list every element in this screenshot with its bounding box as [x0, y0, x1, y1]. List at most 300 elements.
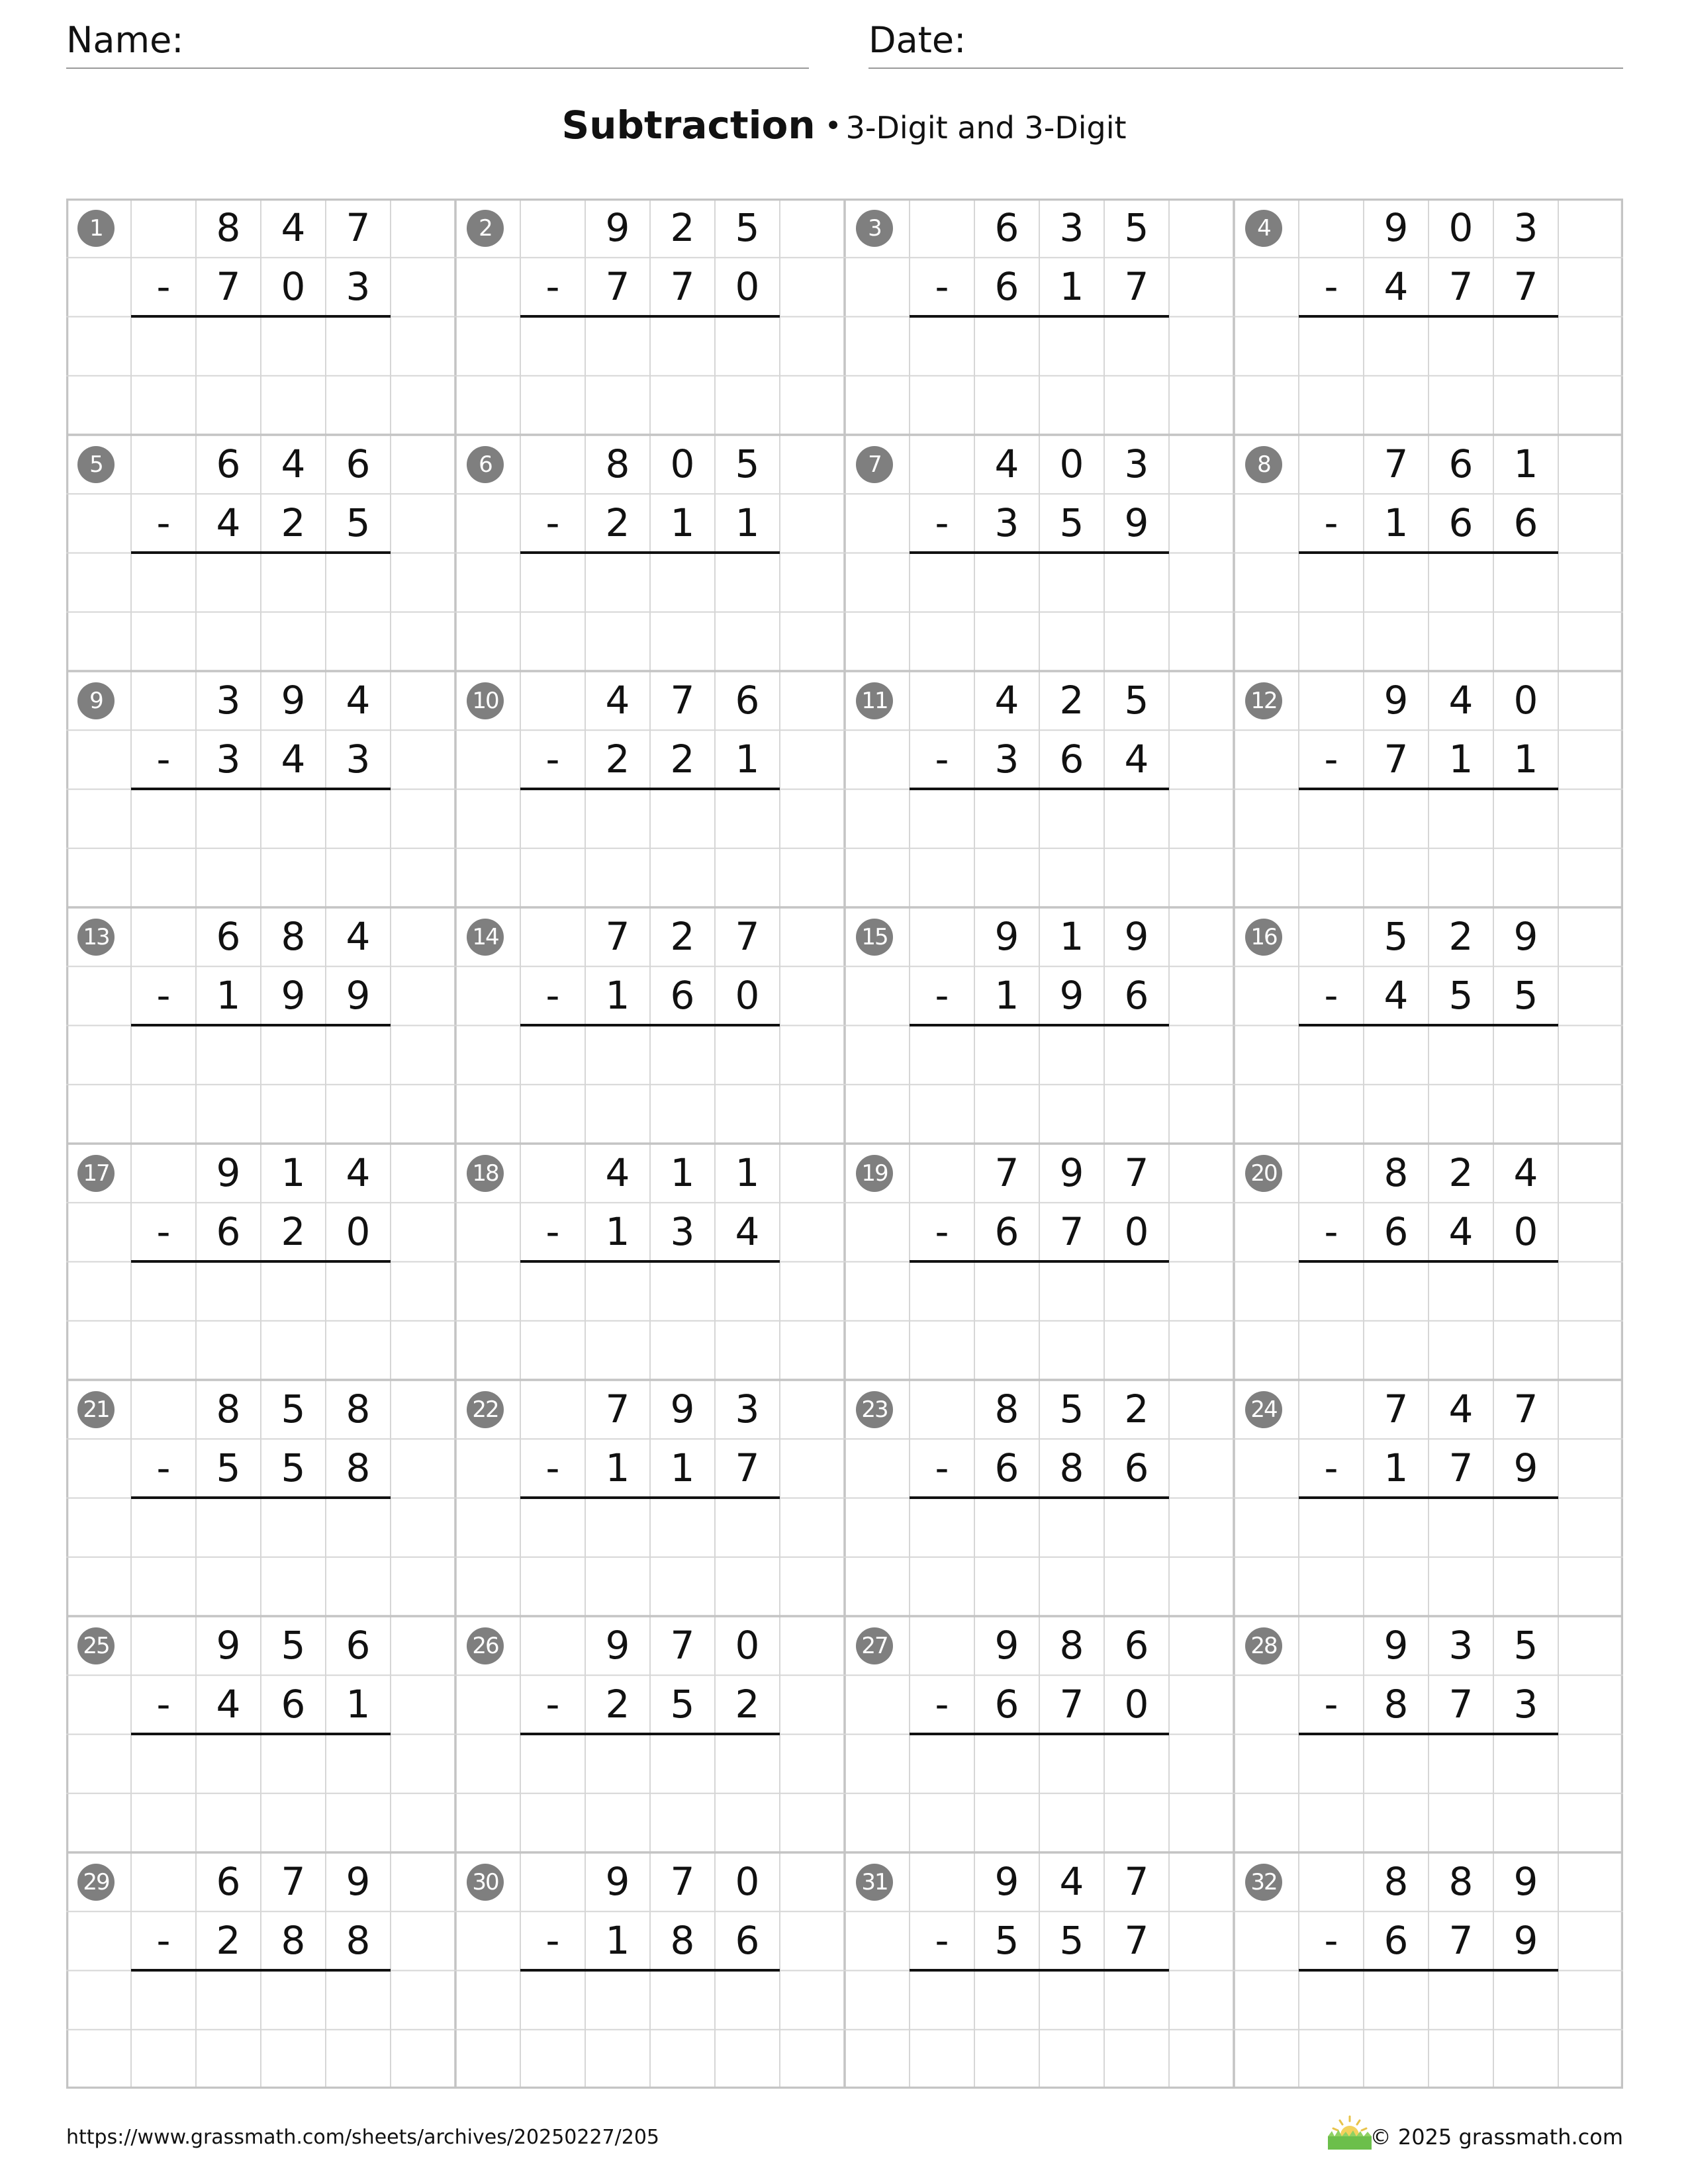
answer-area[interactable] [520, 1263, 780, 1379]
minuend-digit: 0 [670, 441, 695, 486]
problem-number-badge: 6 [467, 446, 504, 483]
answer-area[interactable] [520, 1026, 780, 1143]
subtrahend-digit: 1 [670, 1445, 695, 1491]
minus-sign: - [935, 500, 949, 546]
subtrahend-digit: 1 [605, 1209, 630, 1255]
subtrahend-digit: 7 [1124, 1918, 1149, 1964]
subtrahend-digit: 1 [994, 973, 1019, 1019]
answer-area[interactable] [131, 790, 391, 907]
minuend-digit: 9 [994, 1859, 1019, 1904]
subtrahend-digit: 0 [281, 264, 306, 310]
minuend-digit: 8 [1383, 1859, 1409, 1904]
problem-number-badge: 22 [467, 1391, 504, 1428]
minuend-digit: 9 [1383, 678, 1409, 723]
minus-sign: - [935, 1445, 949, 1491]
minuend-digit: 3 [1059, 205, 1084, 250]
date-label: Date: [868, 19, 966, 61]
problem [845, 199, 1234, 435]
subtrahend-digit: 5 [346, 500, 371, 546]
minuend-digit: 5 [281, 1623, 306, 1668]
subtrahend-digit: 5 [1448, 973, 1474, 1019]
minuend-digit: 4 [281, 205, 306, 250]
minuend-digit: 6 [735, 678, 760, 723]
minuend-digit: 4 [281, 441, 306, 486]
subtrahend-digit: 6 [735, 1918, 760, 1964]
minus-sign: - [1324, 1445, 1338, 1491]
subtrahend-digit: 1 [605, 973, 630, 1019]
minus-sign: - [935, 1682, 949, 1727]
problem [455, 1852, 845, 2089]
minus-sign: - [1324, 1682, 1338, 1727]
minus-sign: - [156, 1682, 171, 1727]
subtrahend-digit: 5 [670, 1682, 695, 1727]
minus-sign: - [545, 1445, 560, 1491]
minuend-digit: 6 [346, 1623, 371, 1668]
minuend-digit: 5 [1059, 1387, 1084, 1432]
minuend-digit: 4 [1513, 1150, 1538, 1195]
minuend-digit: 4 [1059, 1859, 1084, 1904]
subtrahend-digit: 8 [346, 1445, 371, 1491]
problem-number-badge: 19 [856, 1155, 893, 1192]
subtrahend-digit: 5 [1513, 973, 1538, 1019]
subtrahend-digit: 4 [735, 1209, 760, 1255]
subtrahend-digit: 6 [994, 1445, 1019, 1491]
subtrahend-digit: 6 [1059, 737, 1084, 782]
problem-number-badge: 23 [856, 1391, 893, 1428]
problem [66, 1616, 455, 1852]
minuend-digit: 9 [1383, 1623, 1409, 1668]
problem-number-badge: 2 [467, 210, 504, 247]
answer-area[interactable] [520, 1972, 780, 2088]
minuend-digit: 9 [1059, 1150, 1084, 1195]
problem-number-badge: 9 [77, 682, 115, 719]
subtrahend-digit: 4 [216, 500, 241, 546]
answer-area[interactable] [1299, 790, 1558, 907]
minuend-digit: 2 [1124, 1387, 1149, 1432]
subtrahend-digit: 2 [735, 1682, 760, 1727]
minus-sign: - [545, 1682, 560, 1727]
problem [455, 671, 845, 907]
problem [455, 1380, 845, 1616]
problem-number-badge: 30 [467, 1864, 504, 1901]
problem [845, 435, 1234, 671]
minuend-digit: 8 [346, 1387, 371, 1432]
minuend-digit: 9 [216, 1623, 241, 1668]
minuend-digit: 6 [216, 1859, 241, 1904]
answer-area[interactable] [131, 1499, 391, 1615]
minuend-digit: 9 [1383, 205, 1409, 250]
subtrahend-digit: 0 [735, 973, 760, 1019]
answer-area[interactable] [910, 318, 1169, 434]
subtrahend-digit: 8 [346, 1918, 371, 1964]
subtrahend-digit: 4 [281, 737, 306, 782]
answer-area[interactable] [910, 1026, 1169, 1143]
problem-number-badge: 25 [77, 1627, 115, 1664]
minuend-digit: 8 [216, 1387, 241, 1432]
subtrahend-digit: 9 [281, 973, 306, 1019]
subtrahend-digit: 4 [1124, 737, 1149, 782]
subtrahend-digit: 8 [281, 1918, 306, 1964]
minuend-digit: 9 [216, 1150, 241, 1195]
subtrahend-digit: 6 [994, 1209, 1019, 1255]
subtrahend-digit: 6 [994, 1682, 1019, 1727]
problems-grid [66, 199, 1623, 2089]
problem [1234, 1144, 1623, 1380]
minuend-digit: 9 [1513, 914, 1538, 959]
subtrahend-digit: 9 [346, 973, 371, 1019]
subtrahend-digit: 5 [281, 1445, 306, 1491]
subtrahend-digit: 1 [346, 1682, 371, 1727]
subtrahend-digit: 2 [605, 500, 630, 546]
problem-number-badge: 26 [467, 1627, 504, 1664]
minuend-digit: 3 [1124, 441, 1149, 486]
answer-area[interactable] [1299, 1499, 1558, 1615]
problem-number-badge: 10 [467, 682, 504, 719]
answer-area[interactable] [1299, 1026, 1558, 1143]
minuend-digit: 6 [1448, 441, 1474, 486]
subtrahend-digit: 6 [216, 1209, 241, 1255]
minuend-digit: 6 [1124, 1623, 1149, 1668]
problem-number-badge: 27 [856, 1627, 893, 1664]
subtrahend-digit: 7 [1448, 264, 1474, 310]
minuend-digit: 2 [670, 205, 695, 250]
minuend-digit: 7 [670, 1623, 695, 1668]
subtrahend-digit: 4 [1383, 264, 1409, 310]
minus-sign: - [545, 1209, 560, 1255]
subtrahend-digit: 1 [1513, 737, 1538, 782]
minuend-digit: 8 [605, 441, 630, 486]
subtrahend-digit: 7 [216, 264, 241, 310]
subtrahend-digit: 1 [216, 973, 241, 1019]
problem [66, 199, 455, 435]
subtrahend-digit: 1 [605, 1918, 630, 1964]
minus-sign: - [156, 1918, 171, 1964]
subtrahend-digit: 3 [670, 1209, 695, 1255]
subtrahend-digit: 0 [1513, 1209, 1538, 1255]
minuend-digit: 9 [994, 914, 1019, 959]
minuend-digit: 0 [735, 1859, 760, 1904]
minuend-digit: 9 [605, 205, 630, 250]
minus-sign: - [935, 973, 949, 1019]
minuend-digit: 7 [1513, 1387, 1538, 1432]
minuend-digit: 4 [1448, 678, 1474, 723]
minuend-digit: 1 [670, 1150, 695, 1195]
problem-number-badge: 31 [856, 1864, 893, 1901]
answer-area[interactable] [520, 1499, 780, 1615]
minuend-digit: 3 [1513, 205, 1538, 250]
title-subtitle: 3-Digit and 3-Digit [845, 110, 1127, 146]
subtrahend-digit: 6 [994, 264, 1019, 310]
answer-area[interactable] [131, 1026, 391, 1143]
minuend-digit: 8 [994, 1387, 1019, 1432]
minuend-digit: 7 [1124, 1859, 1149, 1904]
problem-number-badge: 21 [77, 1391, 115, 1428]
problem [1234, 671, 1623, 907]
minus-sign: - [156, 264, 171, 310]
minuend-digit: 8 [216, 205, 241, 250]
subtrahend-digit: 1 [735, 500, 760, 546]
date-line[interactable] [868, 68, 1623, 69]
minuend-digit: 6 [346, 441, 371, 486]
answer-area[interactable] [520, 790, 780, 907]
subtrahend-digit: 9 [1513, 1445, 1538, 1491]
problem-number-badge: 29 [77, 1864, 115, 1901]
problem [845, 1852, 1234, 2089]
answer-area[interactable] [1299, 318, 1558, 434]
minuend-digit: 9 [346, 1859, 371, 1904]
problem [455, 1616, 845, 1852]
answer-area[interactable] [1299, 1972, 1558, 2088]
minus-sign: - [1324, 1209, 1338, 1255]
subtrahend-digit: 2 [605, 1682, 630, 1727]
subtrahend-digit: 3 [346, 264, 371, 310]
minus-sign: - [156, 973, 171, 1019]
problem-number-badge: 5 [77, 446, 115, 483]
minuend-digit: 7 [281, 1859, 306, 1904]
minus-sign: - [545, 500, 560, 546]
name-label: Name: [66, 19, 184, 61]
minuend-digit: 1 [735, 1150, 760, 1195]
minuend-digit: 3 [216, 678, 241, 723]
minuend-digit: 7 [605, 1387, 630, 1432]
minus-sign: - [935, 1918, 949, 1964]
subtrahend-digit: 1 [1448, 737, 1474, 782]
minuend-digit: 1 [281, 1150, 306, 1195]
subtrahend-digit: 3 [216, 737, 241, 782]
problem-number-badge: 12 [1245, 682, 1282, 719]
subtrahend-digit: 3 [346, 737, 371, 782]
subtrahend-digit: 7 [1124, 264, 1149, 310]
subtrahend-digit: 8 [670, 1918, 695, 1964]
subtrahend-digit: 7 [605, 264, 630, 310]
minus-sign: - [545, 737, 560, 782]
subtrahend-digit: 2 [281, 1209, 306, 1255]
answer-area[interactable] [520, 318, 780, 434]
problem [845, 1380, 1234, 1616]
subtrahend-digit: 1 [1383, 500, 1409, 546]
problem [66, 435, 455, 671]
subtrahend-digit: 1 [605, 1445, 630, 1491]
subtrahend-digit: 6 [1383, 1209, 1409, 1255]
subtrahend-digit: 0 [1124, 1682, 1149, 1727]
answer-area[interactable] [131, 318, 391, 434]
grass-sun-logo-icon [1325, 2114, 1374, 2151]
minus-sign: - [156, 1445, 171, 1491]
minuend-digit: 9 [994, 1623, 1019, 1668]
minuend-digit: 1 [1513, 441, 1538, 486]
minus-sign: - [1324, 500, 1338, 546]
minuend-digit: 4 [346, 1150, 371, 1195]
problem-number-badge: 17 [77, 1155, 115, 1192]
subtrahend-digit: 7 [1059, 1209, 1084, 1255]
subtrahend-digit: 6 [1513, 500, 1538, 546]
minuend-digit: 4 [994, 441, 1019, 486]
subtrahend-digit: 7 [1448, 1918, 1474, 1964]
problem [66, 1380, 455, 1616]
minuend-digit: 5 [1124, 205, 1149, 250]
subtrahend-digit: 1 [1059, 264, 1084, 310]
subtrahend-digit: 0 [346, 1209, 371, 1255]
answer-area[interactable] [910, 1499, 1169, 1615]
answer-area[interactable] [131, 1735, 391, 1852]
answer-area[interactable] [910, 790, 1169, 907]
answer-area[interactable] [910, 554, 1169, 670]
subtrahend-digit: 9 [1059, 973, 1084, 1019]
minuend-digit: 3 [735, 1387, 760, 1432]
minuend-digit: 9 [670, 1387, 695, 1432]
subtrahend-digit: 4 [1383, 973, 1409, 1019]
subtrahend-digit: 6 [1124, 1445, 1149, 1491]
minuend-digit: 9 [1513, 1859, 1538, 1904]
problem [1234, 907, 1623, 1144]
minuend-digit: 8 [1448, 1859, 1474, 1904]
minuend-digit: 7 [735, 914, 760, 959]
subtrahend-digit: 6 [1448, 500, 1474, 546]
subtrahend-digit: 7 [735, 1445, 760, 1491]
subtrahend-digit: 3 [1513, 1682, 1538, 1727]
problem [1234, 1380, 1623, 1616]
minuend-digit: 9 [1124, 914, 1149, 959]
minuend-digit: 5 [1513, 1623, 1538, 1668]
subtrahend-digit: 1 [735, 737, 760, 782]
minuend-digit: 3 [1448, 1623, 1474, 1668]
answer-area[interactable] [520, 1735, 780, 1852]
minus-sign: - [935, 264, 949, 310]
subtrahend-digit: 4 [1448, 1209, 1474, 1255]
minuend-digit: 2 [1448, 1150, 1474, 1195]
minuend-digit: 4 [1448, 1387, 1474, 1432]
subtrahend-digit: 5 [1059, 500, 1084, 546]
problem-number-badge: 8 [1245, 446, 1282, 483]
subtrahend-digit: 2 [216, 1918, 241, 1964]
minuend-digit: 7 [670, 1859, 695, 1904]
problem [455, 199, 845, 435]
subtrahend-digit: 5 [994, 1918, 1019, 1964]
problem-number-badge: 20 [1245, 1155, 1282, 1192]
subtrahend-digit: 9 [1513, 1918, 1538, 1964]
subtrahend-digit: 5 [1059, 1918, 1084, 1964]
minus-sign: - [156, 737, 171, 782]
worksheet-title [0, 103, 1688, 148]
minuend-digit: 5 [281, 1387, 306, 1432]
subtrahend-digit: 0 [735, 264, 760, 310]
answer-area[interactable] [1299, 1735, 1558, 1852]
answer-area[interactable] [910, 1263, 1169, 1379]
minuend-digit: 6 [994, 205, 1019, 250]
problem [1234, 435, 1623, 671]
problem [455, 435, 845, 671]
minuend-digit: 1 [1059, 914, 1084, 959]
minuend-digit: 4 [605, 678, 630, 723]
minus-sign: - [1324, 264, 1338, 310]
problem-number-badge: 1 [77, 210, 115, 247]
subtrahend-digit: 7 [1383, 737, 1409, 782]
minuend-digit: 4 [346, 914, 371, 959]
subtrahend-digit: 7 [670, 264, 695, 310]
answer-area[interactable] [520, 554, 780, 670]
subtrahend-digit: 1 [1383, 1445, 1409, 1491]
problem-number-badge: 16 [1245, 919, 1282, 956]
minus-sign: - [156, 500, 171, 546]
subtrahend-digit: 3 [994, 737, 1019, 782]
subtrahend-digit: 6 [1383, 1918, 1409, 1964]
minuend-digit: 6 [216, 914, 241, 959]
subtrahend-digit: 2 [281, 500, 306, 546]
answer-area[interactable] [910, 1735, 1169, 1852]
subtrahend-digit: 2 [605, 737, 630, 782]
minuend-digit: 9 [605, 1859, 630, 1904]
answer-area[interactable] [910, 1972, 1169, 2088]
answer-area[interactable] [131, 554, 391, 670]
minuend-digit: 5 [1124, 678, 1149, 723]
problem-number-badge: 13 [77, 919, 115, 956]
problem [845, 907, 1234, 1144]
problem [1234, 1616, 1623, 1852]
minuend-digit: 9 [281, 678, 306, 723]
subtrahend-digit: 0 [1124, 1209, 1149, 1255]
minuend-digit: 4 [605, 1150, 630, 1195]
minuend-digit: 4 [994, 678, 1019, 723]
problem-number-badge: 4 [1245, 210, 1282, 247]
minuend-digit: 7 [346, 205, 371, 250]
minus-sign: - [545, 1918, 560, 1964]
minuend-digit: 5 [1383, 914, 1409, 959]
minuend-digit: 7 [994, 1150, 1019, 1195]
problem [66, 1144, 455, 1380]
problem-number-badge: 24 [1245, 1391, 1282, 1428]
minuend-digit: 7 [1383, 441, 1409, 486]
problem [845, 671, 1234, 907]
minus-sign: - [545, 264, 560, 310]
subtrahend-digit: 3 [994, 500, 1019, 546]
minus-sign: - [935, 737, 949, 782]
minuend-digit: 0 [1513, 678, 1538, 723]
answer-area[interactable] [1299, 1263, 1558, 1379]
minuend-digit: 5 [735, 205, 760, 250]
subtrahend-digit: 2 [670, 737, 695, 782]
minus-sign: - [1324, 737, 1338, 782]
problem-number-badge: 3 [856, 210, 893, 247]
minus-sign: - [1324, 973, 1338, 1019]
problem [1234, 199, 1623, 435]
minuend-digit: 0 [1448, 205, 1474, 250]
problem [455, 1144, 845, 1380]
subtrahend-digit: 4 [216, 1682, 241, 1727]
minuend-digit: 0 [1059, 441, 1084, 486]
problem [66, 671, 455, 907]
problem-number-badge: 28 [1245, 1627, 1282, 1664]
answer-area[interactable] [131, 1263, 391, 1379]
subtrahend-digit: 6 [281, 1682, 306, 1727]
problem [1234, 1852, 1623, 2089]
minuend-digit: 7 [1124, 1150, 1149, 1195]
minuend-digit: 6 [216, 441, 241, 486]
minuend-digit: 4 [346, 678, 371, 723]
problem-number-badge: 11 [856, 682, 893, 719]
problem-number-badge: 18 [467, 1155, 504, 1192]
subtrahend-digit: 1 [670, 500, 695, 546]
subtrahend-digit: 7 [1448, 1445, 1474, 1491]
minuend-digit: 8 [281, 914, 306, 959]
minuend-digit: 8 [1383, 1150, 1409, 1195]
answer-area[interactable] [1299, 554, 1558, 670]
problem-number-badge: 32 [1245, 1864, 1282, 1901]
name-line[interactable] [66, 68, 809, 69]
minuend-digit: 0 [735, 1623, 760, 1668]
minuend-digit: 7 [1383, 1387, 1409, 1432]
minuend-digit: 7 [605, 914, 630, 959]
answer-area[interactable] [131, 1972, 391, 2088]
